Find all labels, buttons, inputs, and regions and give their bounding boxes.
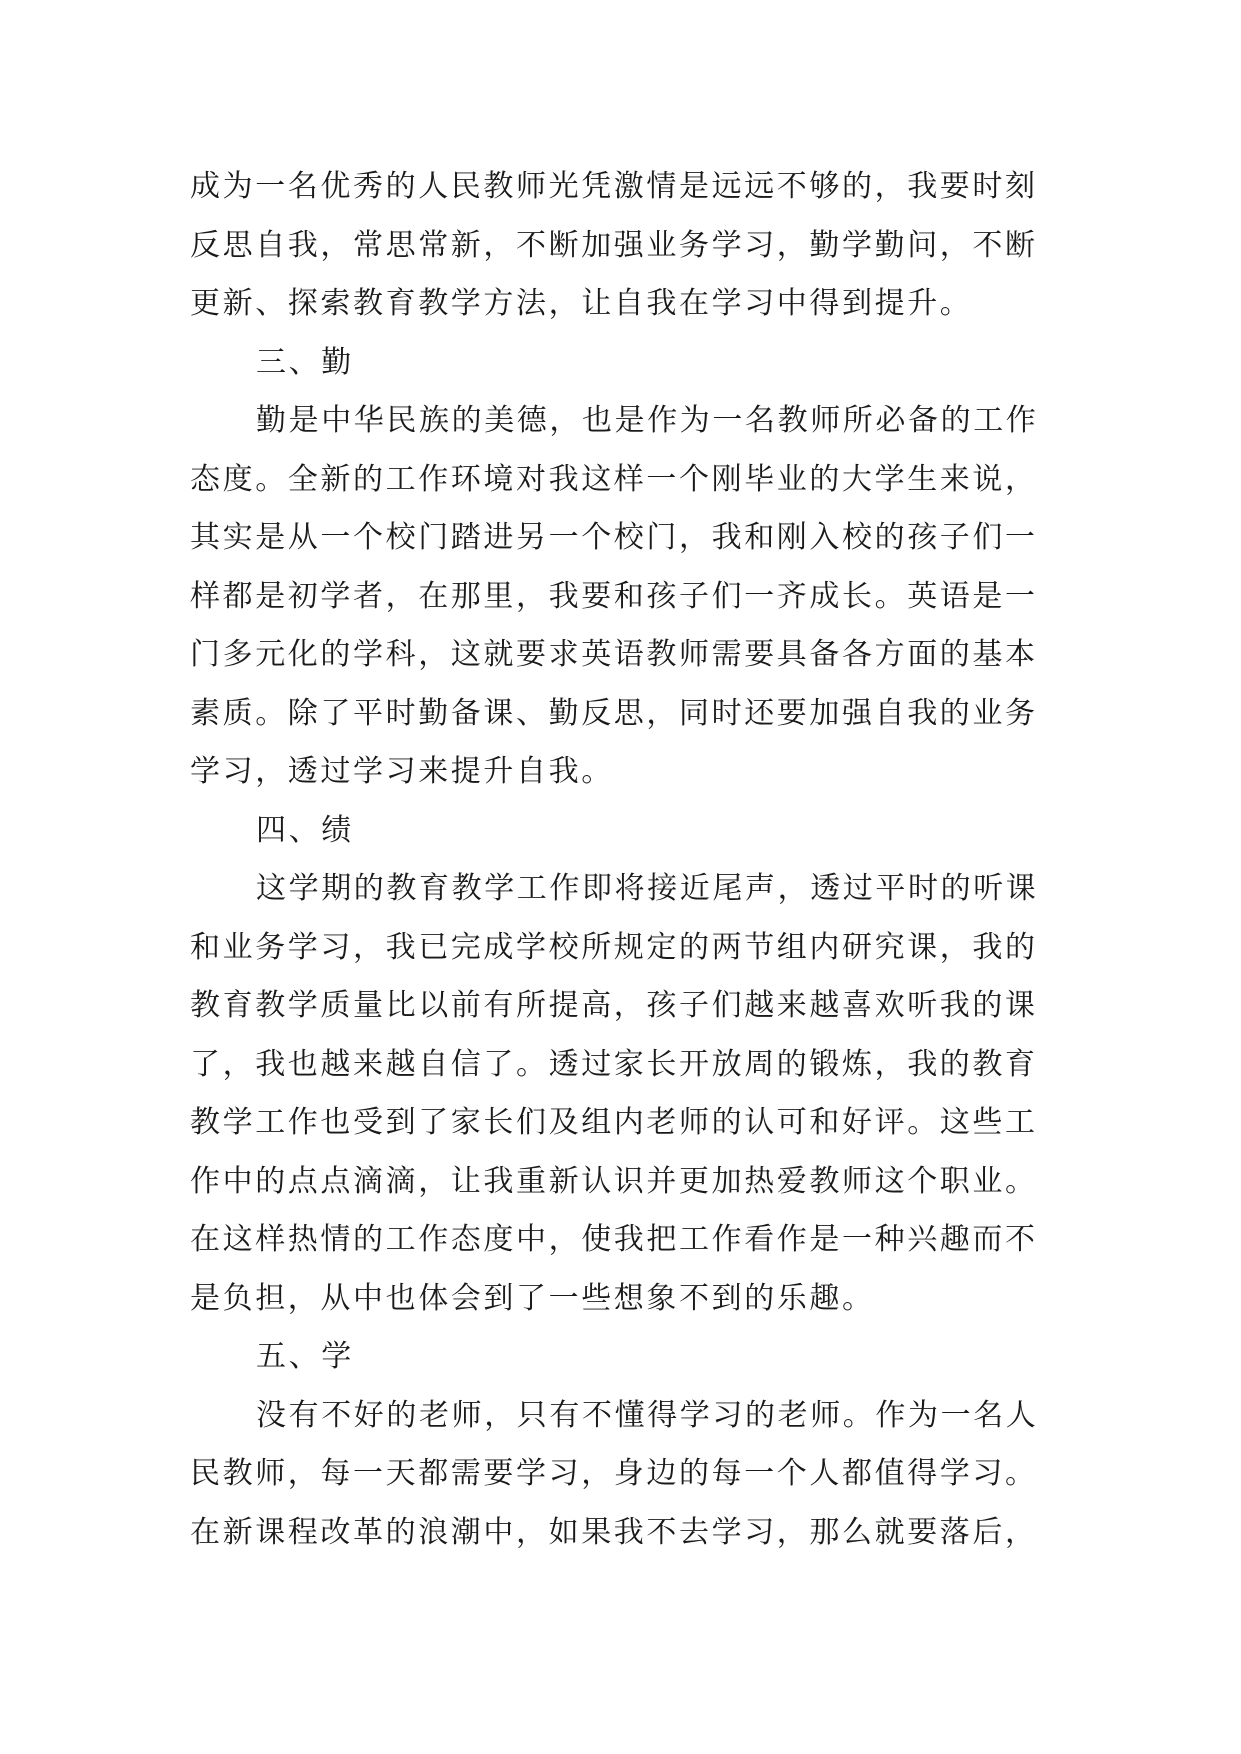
text-line: 反思自我，常思常新，不断加强业务学习，勤学勤问，不断: [190, 227, 1038, 263]
text-line: 在这样热情的工作态度中，使我把工作看作是一种兴趣而不: [190, 1222, 1038, 1257]
text-line: 样都是初学者，在那里，我要和孩子们一齐成长。英语是一: [190, 578, 1038, 614]
text-line: 和业务学习，我已完成学校所规定的两节组内研究课，我的: [190, 929, 1038, 965]
section-heading: 四、绩: [256, 812, 354, 848]
text-line: 学习，透过学习来提升自我。: [190, 754, 614, 789]
paragraph-first-line: 勤是中华民族的美德，也是作为一名教师所必备的工作: [256, 403, 1039, 438]
document-body: [190, 158, 1060, 1562]
text-line: 教育教学质量比以前有所提高，孩子们越来越喜欢听我的课: [190, 988, 1038, 1023]
text-line: 门多元化的学科，这就要求英语教师需要具备各方面的基本: [190, 637, 1038, 672]
paragraph-first-line: 这学期的教育教学工作即将接近尾声，透过平时的听课: [256, 871, 1039, 906]
section-heading: 五、学: [256, 1339, 354, 1374]
text-line: 民教师，每一天都需要学习，身边的每一个人都值得学习。: [190, 1456, 1038, 1491]
text-line: 在新课程改革的浪潮中，如果我不去学习，那么就要落后，: [190, 1514, 1038, 1550]
text-line: 作中的点点滴滴，让我重新认识并更加热爱教师这个职业。: [190, 1163, 1038, 1199]
section-heading: 三、勤: [256, 344, 354, 380]
text-line: 成为一名优秀的人民教师光凭激情是远远不够的，我要时刻: [190, 169, 1038, 204]
text-line: 素质。除了平时勤备课、勤反思，同时还要加强自我的业务: [190, 695, 1038, 731]
text-line: 了，我也越来越自信了。透过家长开放周的锻炼，我的教育: [190, 1046, 1038, 1082]
text-line: 更新、探索教育教学方法，让自我在学习中得到提升。: [190, 286, 973, 321]
text-line: 教学工作也受到了家长们及组内老师的认可和好评。这些工: [190, 1105, 1038, 1140]
paragraph-first-line: 没有不好的老师，只有不懂得学习的老师。作为一名人: [256, 1397, 1039, 1433]
text-line: 态度。全新的工作环境对我这样一个刚毕业的大学生来说，: [190, 461, 1038, 497]
text-line: 是负担，从中也体会到了一些想象不到的乐趣。: [190, 1280, 875, 1316]
text-line: 其实是从一个校门踏进另一个校门，我和刚入校的孩子们一: [190, 520, 1038, 555]
